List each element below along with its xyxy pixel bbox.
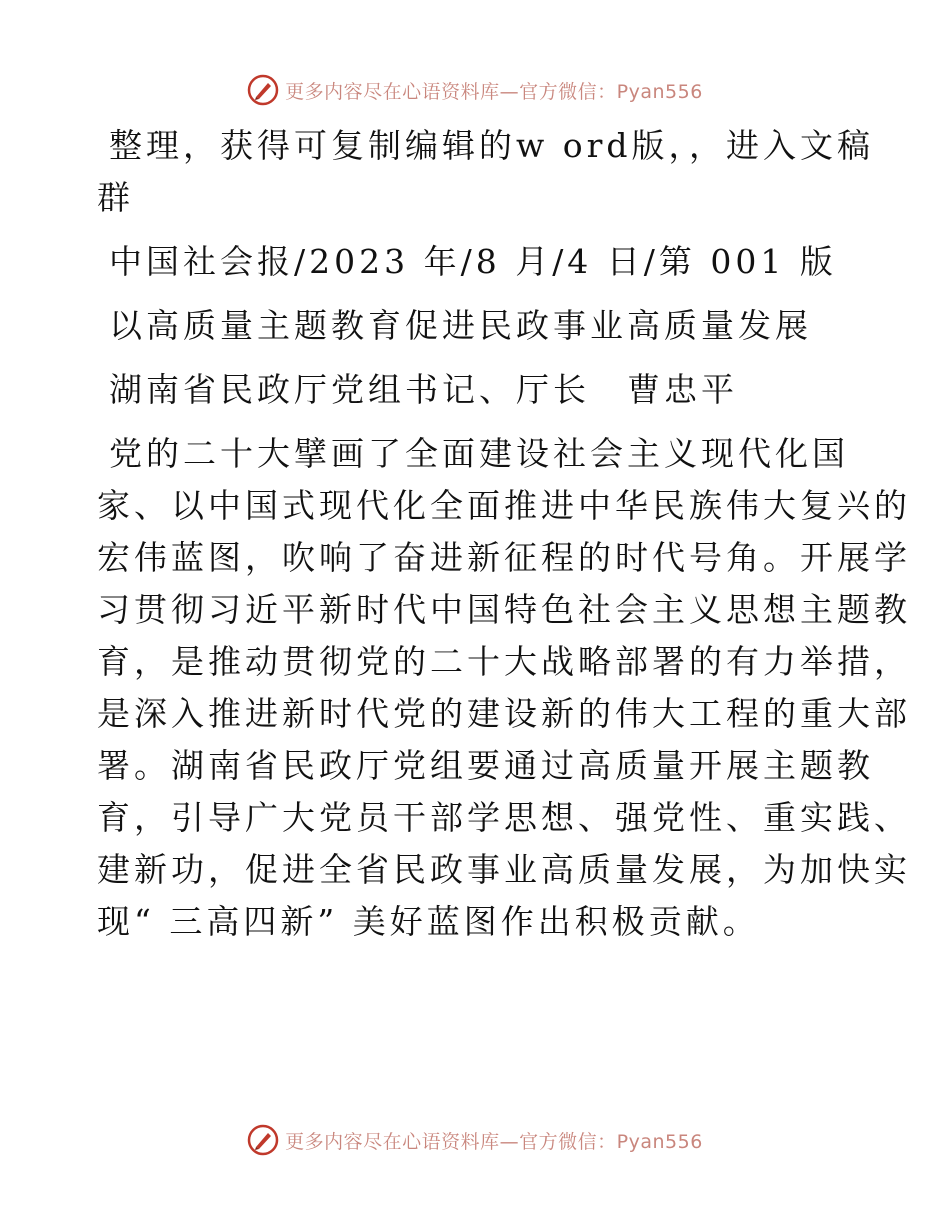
watermark-footer (0, 1120, 950, 1160)
pen-circle-logo-icon (247, 74, 279, 106)
source-line-block (97, 236, 857, 288)
watermark-header (0, 70, 950, 110)
watermark-text: 更多内容尽在心语资料库—官方微信：Pyan556 (285, 1130, 703, 1153)
document-body (97, 120, 911, 960)
intro-line: 群 (97, 178, 134, 217)
article-author: 湖南省民政厅党组书记、厅长 曹忠平 (109, 370, 738, 409)
body-line: 育，是推动贯彻党的二十大战略部署的有力举措， (97, 642, 911, 681)
author-block (97, 364, 857, 416)
body-line: 现“ 三高四新” 美好蓝图作出积极贡献。 (97, 902, 760, 941)
pen-circle-logo-icon (247, 1124, 279, 1156)
intro-paragraph (97, 120, 875, 224)
body-line: 家、以中国式现代化全面推进中华民族伟大复兴的 (97, 486, 911, 525)
body-line: 党的二十大擘画了全面建设社会主义现代化国 (109, 434, 849, 473)
article-title: 以高质量主题教育促进民政事业高质量发展 (109, 306, 812, 345)
body-line: 署。湖南省民政厅党组要通过高质量开展主题教 (97, 746, 874, 785)
body-paragraph (97, 428, 911, 948)
body-line: 宏伟蓝图，吹响了奋进新征程的时代号角。开展学 (97, 538, 911, 577)
body-line: 是深入推进新时代党的建设新的伟大工程的重大部 (97, 694, 911, 733)
publication-source: 中国社会报/2023 年/8 月/4 日/第 001 版 (109, 242, 837, 281)
body-line: 习贯彻习近平新时代中国特色社会主义思想主题教 (97, 590, 911, 629)
title-block (97, 300, 857, 352)
body-line: 建新功，促进全省民政事业高质量发展，为加快实 (97, 850, 911, 889)
intro-line: 整理，获得可复制编辑的w ord版，，进入文稿 (109, 126, 875, 165)
watermark-text: 更多内容尽在心语资料库—官方微信：Pyan556 (285, 80, 703, 103)
body-line: 育，引导广大党员干部学思想、强党性、重实践、 (97, 798, 911, 837)
